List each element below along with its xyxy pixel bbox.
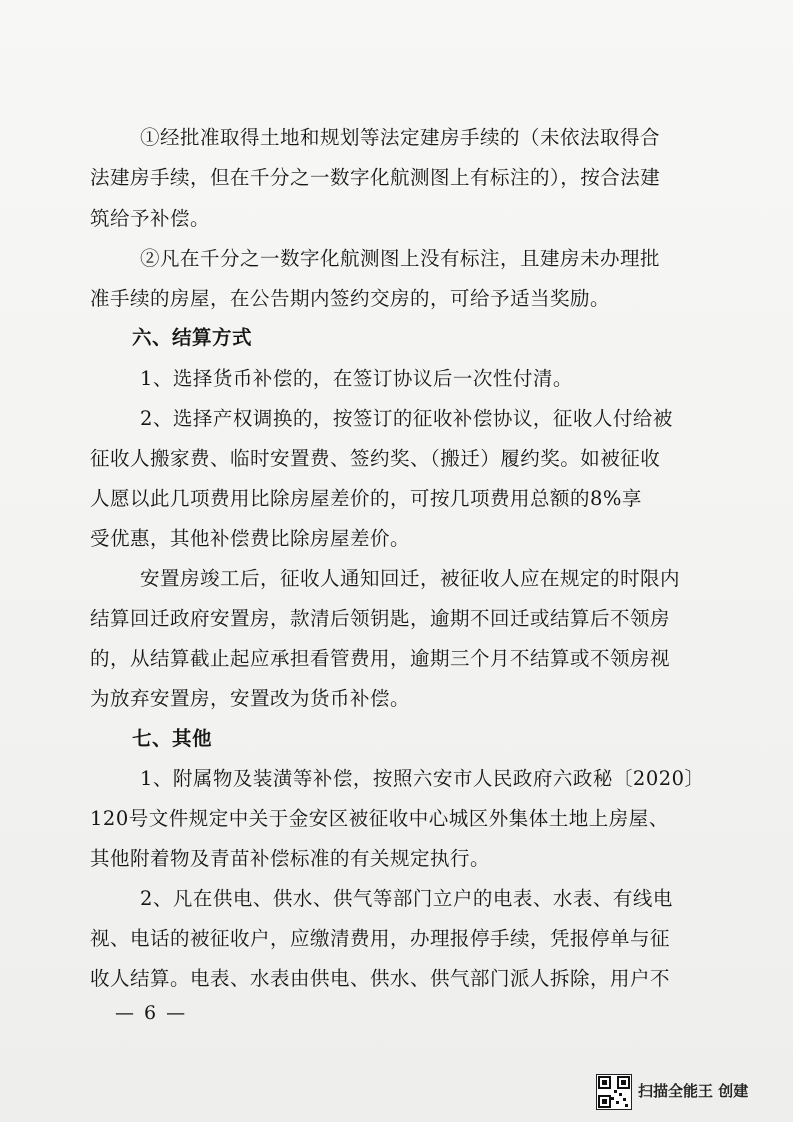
text-line: 结算回迁政府安置房，款清后领钥匙，逾期不回迁或结算后不领房 (90, 607, 671, 630)
scanner-watermark (596, 1074, 786, 1114)
scanner-brand-label: 扫描全能王 创建 (638, 1082, 749, 1100)
text-line: 2、凡在供电、供水、供气等部门立户的电表、水表、有线电 (140, 887, 673, 910)
text-line: 筑给予补偿。 (90, 207, 211, 230)
text-line: 其他附着物及青苗补偿标准的有关规定执行。 (90, 847, 491, 870)
qr-code-icon (596, 1074, 632, 1110)
text-line: 准手续的房屋，在公告期内签约交房的，可给予适当奖励。 (90, 287, 611, 310)
page-number: — 6 — (115, 1002, 188, 1024)
text-line: 征收人搬家费、临时安置费、签约奖、（搬迁）履约奖。如被征收 (90, 447, 661, 470)
section-heading: 六、结算方式 (132, 326, 253, 349)
text-line: ①经批准取得土地和规划等法定建房手续的（未依法取得合 (140, 126, 661, 149)
text-line: 1、附属物及装潢等补偿，按照六安市人民政府六政秘〔2020〕 (140, 767, 705, 790)
text-line: 2、选择产权调换的，按签订的征收补偿协议，征收人付给被 (140, 407, 673, 430)
text-line: 视、电话的被征收户，应缴清费用，办理报停手续，凭报停单与征 (90, 927, 671, 950)
text-line: ②凡在千分之一数字化航测图上没有标注，且建房未办理批 (140, 247, 661, 270)
text-line: 1、选择货币补偿的，在签订协议后一次性付清。 (140, 367, 573, 390)
text-line: 人愿以此几项费用比除房屋差价的，可按几项费用总额的8%享 (90, 487, 642, 510)
text-line: 为放弃安置房，安置改为货币补偿。 (90, 687, 411, 710)
text-line: 安置房竣工后，征收人通知回迁，被征收人应在规定的时限内 (140, 567, 681, 590)
text-line: 法建房手续，但在千分之一数字化航测图上有标注的），按合法建 (90, 166, 661, 189)
section-heading: 七、其他 (132, 727, 213, 750)
text-line: 120号文件规定中关于金安区被征收中心城区外集体土地上房屋、 (90, 807, 669, 830)
text-line: 受优惠，其他补偿费比除房屋差价。 (90, 527, 411, 550)
text-line: 收人结算。电表、水表由供电、供水、供气部门派人拆除，用户不 (90, 967, 671, 990)
text-line: 的，从结算截止起应承担看管费用，逾期三个月不结算或不领房视 (90, 647, 671, 670)
